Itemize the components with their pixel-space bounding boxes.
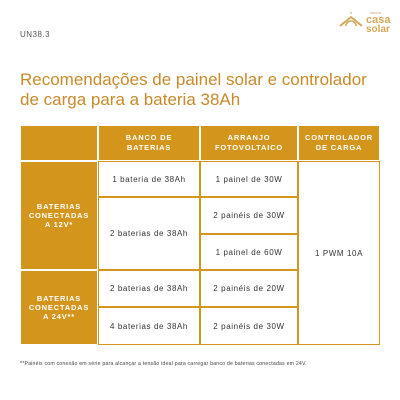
- controller-cell: 1 PWM 10A: [298, 161, 380, 345]
- bank-cell: 1 bateria de 38Ah: [98, 161, 200, 197]
- logo-line2: solar: [366, 24, 390, 35]
- brand-logo: [337, 8, 395, 38]
- header-battery-bank: BANCO DE BATERIAS: [98, 125, 200, 161]
- recommendation-table: [20, 125, 380, 345]
- bank-cell: 4 baterias de 38Ah: [98, 307, 200, 345]
- pv-cell: 2 painéis de 30W: [200, 197, 298, 234]
- header-charge-controller: CONTROLADOR DE CARGA: [298, 125, 380, 161]
- logo-small-text: minha: [370, 10, 381, 15]
- pv-cell: 1 painel de 30W: [200, 161, 298, 197]
- row-group-24v: BATERIAS CONECTADAS A 24V**: [20, 270, 98, 345]
- logo-line1: casa: [366, 14, 391, 26]
- bank-cell: 2 baterias de 38Ah: [98, 270, 200, 307]
- header-pv-array: ARRANJO FOTOVOLTAICO: [200, 125, 298, 161]
- footnote: **Painéis com conexão em série para alcançar a tensão ideal para carregar banco de baterias conectadas em 24V.: [20, 361, 307, 367]
- bank-cell: 2 baterias de 38Ah: [98, 197, 200, 270]
- header-corner: [20, 125, 98, 161]
- row-group-12v: BATERIAS CONECTADAS A 12V*: [20, 161, 98, 270]
- pv-cell: 2 painéis de 30W: [200, 307, 298, 345]
- house-sun-icon: [337, 12, 365, 34]
- pv-cell: 2 painéis de 20W: [200, 270, 298, 307]
- page-title: Recomendações de painel solar e controlador de carga para a bateria 38Ah: [20, 70, 367, 109]
- pv-cell: 1 painel de 60W: [200, 234, 298, 270]
- document-code: UN38.3: [20, 30, 51, 39]
